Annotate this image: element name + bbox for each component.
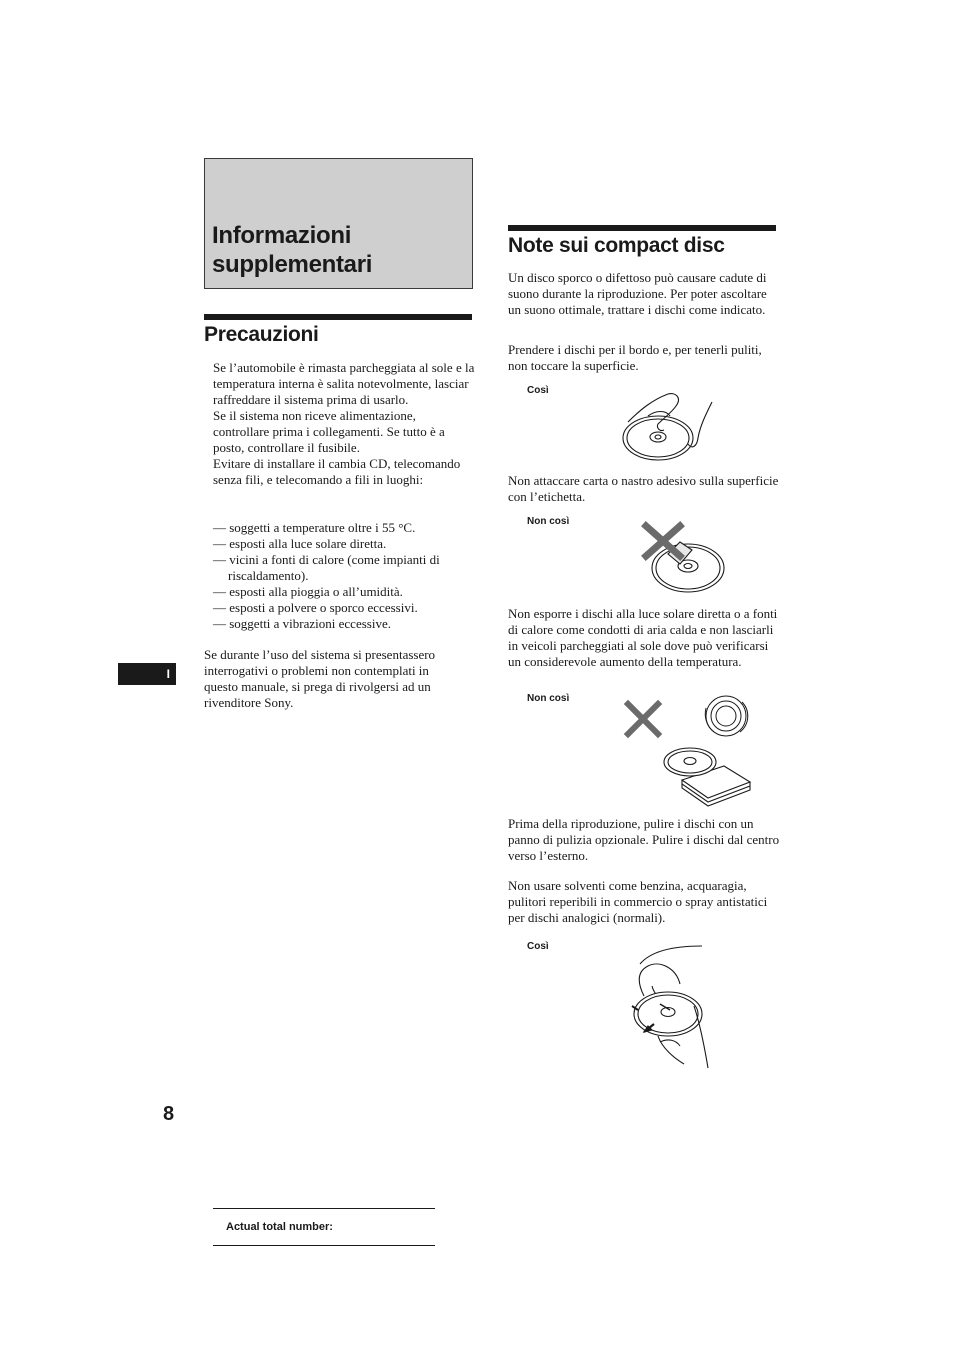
list-item: — soggetti a vibrazioni eccessive. bbox=[213, 616, 391, 631]
discs-paragraph: Non attaccare carta o nastro adesivo sulla superficie con l’etichetta. bbox=[508, 473, 779, 504]
discs-paragraph: Non usare solventi come benzina, acquaragia, pulitori reperibili in commercio o spray antistatici per dischi analogici (normali). bbox=[508, 878, 768, 925]
discs-paragraph: Prendere i dischi per il bordo e, per tenerli puliti, non toccare la superficie. bbox=[508, 342, 762, 373]
language-tab: I bbox=[118, 663, 176, 685]
page-number: 8 bbox=[163, 1103, 175, 1125]
precautions-sublist bbox=[213, 520, 475, 632]
illustration-caption: Non così bbox=[527, 693, 570, 704]
sun-icon bbox=[705, 696, 747, 736]
precautions-list bbox=[213, 360, 475, 488]
hand-holding-disc-illustration bbox=[618, 388, 718, 464]
list-item: Se l’automobile è rimasta parcheggiata al sole e la temperatura interna è salita notevolmente, lasciar raffreddare il sistema prima di usarlo. bbox=[213, 360, 475, 407]
cleaning-disc-illustration bbox=[630, 944, 714, 1070]
discs-paragraph: Non esporre i dischi alla luce solare diretta o a fonti di calore come condotti di aria calda e non lasciarli in veicoli parcheggiati al sole dove può verificarsi un considerevole aumento della temperatura. bbox=[508, 606, 778, 669]
illustration-caption: Non così bbox=[527, 516, 570, 527]
no-tape-illustration bbox=[640, 520, 730, 596]
footer-box bbox=[213, 1208, 435, 1246]
footer-label: Actual total number: bbox=[226, 1221, 333, 1233]
discs-heading: Note sui compact disc bbox=[508, 234, 725, 257]
precautions-closing: Se durante l’uso del sistema si presentassero interrogativi o problemi non contemplati in questo manuale, si prega di rivolgersi ad un rivenditore Sony. bbox=[204, 647, 436, 710]
discs-rule bbox=[508, 225, 776, 231]
precautions-rule bbox=[204, 314, 472, 320]
list-item: — esposti a polvere o sporco eccessivi. bbox=[213, 600, 418, 615]
section-title: Informazioni supplementari bbox=[212, 222, 373, 278]
list-item: — vicini a fonti di calore (come impianti di riscaldamento). bbox=[213, 552, 440, 583]
list-item: — soggetti a temperature oltre i 55 °C. bbox=[213, 520, 416, 535]
illustration-caption: Così bbox=[527, 385, 549, 396]
list-item: Evitare di installare il cambia CD, telecomando senza fili, e telecomando a fili in luoghi: bbox=[213, 456, 461, 487]
precautions-heading: Precauzioni bbox=[204, 323, 319, 346]
discs-paragraph: Prima della riproduzione, pulire i dischi con un panno di pulizia opzionale. Pulire i dischi dal centro verso l’esterno. bbox=[508, 816, 780, 863]
section-title-box bbox=[204, 158, 473, 289]
discs-paragraph: Un disco sporco o difettoso può causare cadute di suono durante la riproduzione. Per poter ascoltare un suono ottimale, trattare i dischi come indicato. bbox=[508, 270, 767, 317]
cross-icon bbox=[628, 704, 658, 734]
list-item: Se il sistema non riceve alimentazione, controllare prima i collegamenti. Se tutto è a posto, controllare il fusibile. bbox=[213, 408, 445, 455]
list-item: — esposti alla pioggia o all’umidità. bbox=[213, 584, 403, 599]
list-item: — esposti alla luce solare diretta. bbox=[213, 536, 387, 551]
illustration-caption: Così bbox=[527, 941, 549, 952]
no-heat-illustration bbox=[622, 694, 756, 806]
